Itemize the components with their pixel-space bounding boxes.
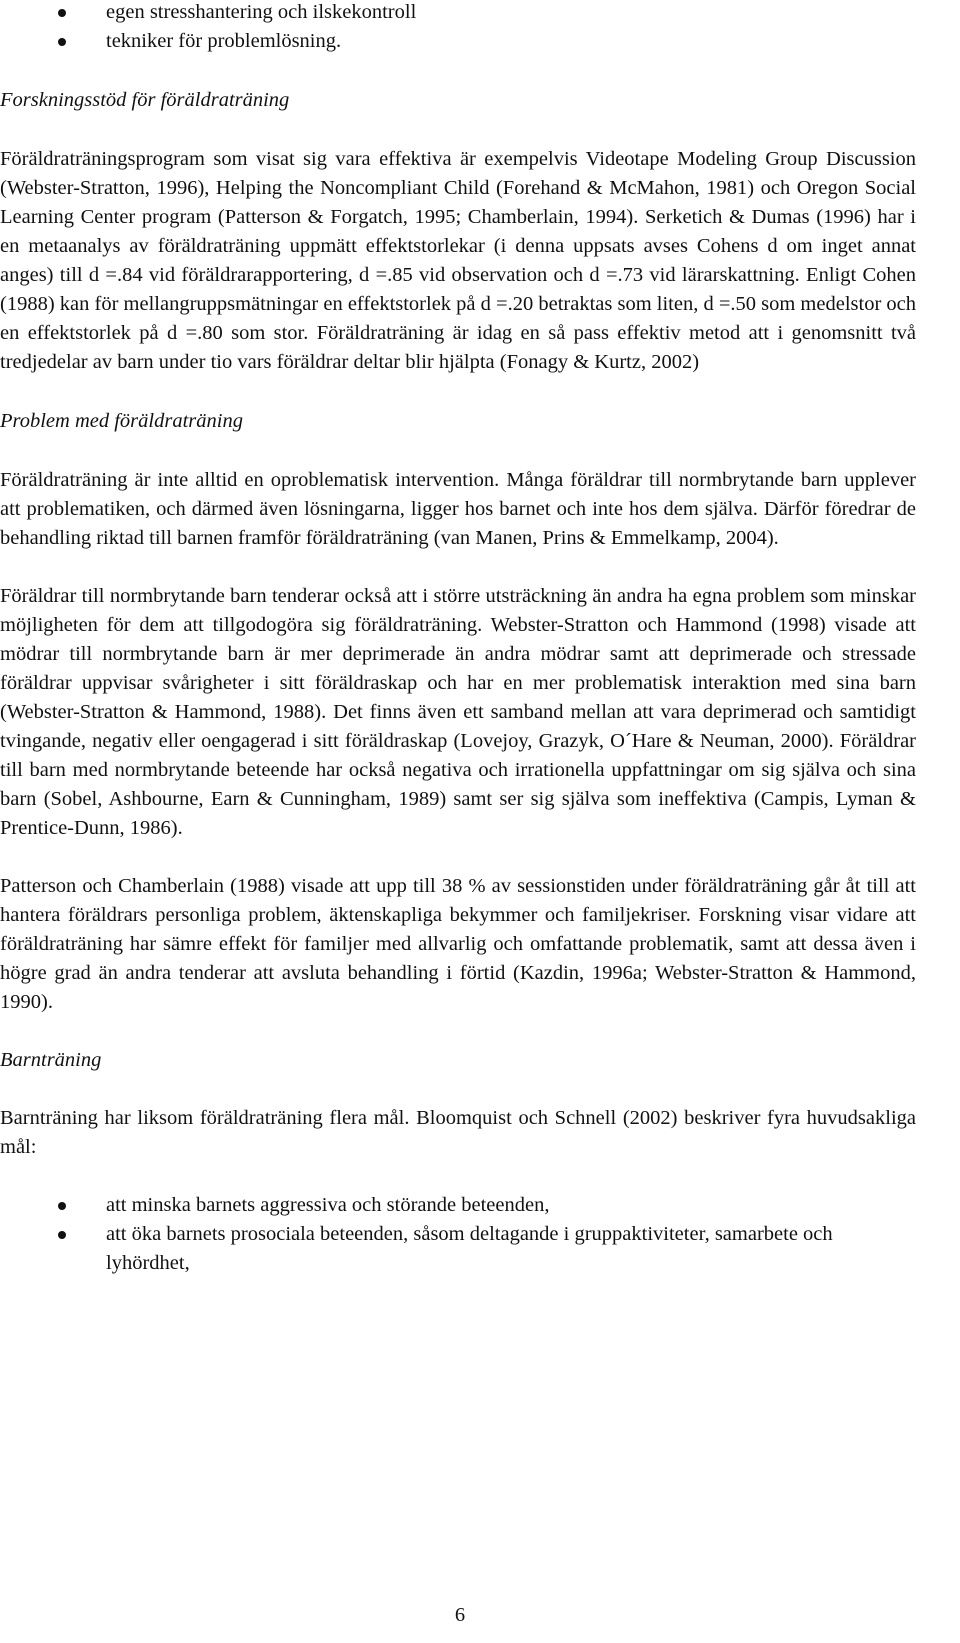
paragraph-research: Föräldraträningsprogram som visat sig vara effektiva är exempelvis Videotape Modeling Group Discussion (Webster-Stratton, 1996), Helping the Noncompliant Child (Forehand & McMahon, 1981) och Oregon Social Learning Center program (Patterson & Forgatch, 1995; Chamberlain, 1994). Serketich & Dumas (1996) har i en metaanalys av föräldraträning uppmätt effektstorlekar (i denna uppsats avses Cohens d om inget annat anges) till d =.84 vid föräldrarapportering, d =.85 vid observation och d =.73 vid lärarskattning. Enligt Cohen (1988) kan för mellangruppsmätningar en effektstorlek på d =.20 betraktas som liten, d =.50 som medelstor och en effektstorlek på d =.80 som stor. Föräldraträning är idag en så pass effektiv metod att i genomsnitt två tredjedelar av barn under tio vars föräldrar deltar blir hjälpta (Fonagy & Kurtz, 2002)	[0, 148, 916, 373]
list-item-text: tekniker för problemlösning.	[106, 30, 342, 52]
bullet-icon	[58, 9, 66, 17]
section-heading-child-training: Barnträning	[0, 1049, 102, 1071]
list-item-text: att öka barnets prosociala beteenden, såsom deltagande i gruppaktiviteter, samarbete och lyhördhet,	[106, 1223, 833, 1274]
bullet-icon	[58, 1202, 66, 1210]
top-bullet-list	[0, 0, 916, 56]
list-item	[0, 1191, 916, 1220]
list-item-text: egen stresshantering och ilskekontroll	[106, 1, 417, 23]
bullet-icon	[58, 1231, 66, 1239]
paragraph-child-training: Barnträning har liksom föräldraträning flera mål. Bloomquist och Schnell (2002) beskriver fyra huvudsakliga mål:	[0, 1107, 916, 1158]
paragraph-problems-3: Patterson och Chamberlain (1988) visade att upp till 38 % av sessionstiden under föräldraträning går åt till att hantera föräldrars personliga problem, äktenskapliga bekymmer och familjekriser. Forskning visar vidare att föräldraträning har sämre effekt för familjer med allvarlig och omfattande problematik, samt att dessa även i högre grad än andra tenderar att avsluta behandling i förtid (Kazdin, 1996a; Webster-Stratton & Hammond, 1990).	[0, 875, 916, 1013]
goal-bullet-list	[0, 1191, 916, 1278]
section-heading-problems: Problem med föräldraträning	[0, 410, 243, 432]
list-item	[0, 0, 916, 27]
bullet-icon	[58, 38, 66, 46]
section-heading-research: Forskningsstöd för föräldraträning	[0, 89, 290, 111]
paragraph-problems-1: Föräldraträning är inte alltid en oproblematisk intervention. Många föräldrar till normbrytande barn upplever att problematiken, och därmed även lösningarna, ligger hos barnet och inte hos dem själva. Därför föredrar de behandling riktad till barnen framför föräldraträning (van Manen, Prins & Emmelkamp, 2004).	[0, 469, 916, 549]
list-item-text: att minska barnets aggressiva och störande beteenden,	[106, 1194, 550, 1216]
page-number: 6	[454, 1604, 466, 1626]
list-item	[0, 1220, 916, 1278]
list-item	[0, 27, 916, 56]
paragraph-problems-2: Föräldrar till normbrytande barn tenderar också att i större utsträckning än andra ha egna problem som minskar möjligheten för dem att tillgodogöra sig föräldraträning. Webster-Stratton och Hammond (1998) visade att mödrar till normbrytande barn är mer deprimerade än andra mödrar samt att deprimerade och stressade föräldrar uppvisar svårigheter i sitt föräldraskap och har en mer problematisk interaktion med sina barn (Webster-Stratton & Hammond, 1988). Det finns även ett samband mellan att vara deprimerad och samtidigt tvingande, negativ eller oengagerad i sitt föräldraskap (Lovejoy, Grazyk, O´Hare & Neuman, 2000). Föräldrar till barn med normbrytande beteende har också negativa och irrationella uppfattningar om sig själva och sina barn (Sobel, Ashbourne, Earn & Cunningham, 1989) samt ser sig själva som ineffektiva (Campis, Lyman & Prentice-Dunn, 1986).	[0, 585, 916, 839]
